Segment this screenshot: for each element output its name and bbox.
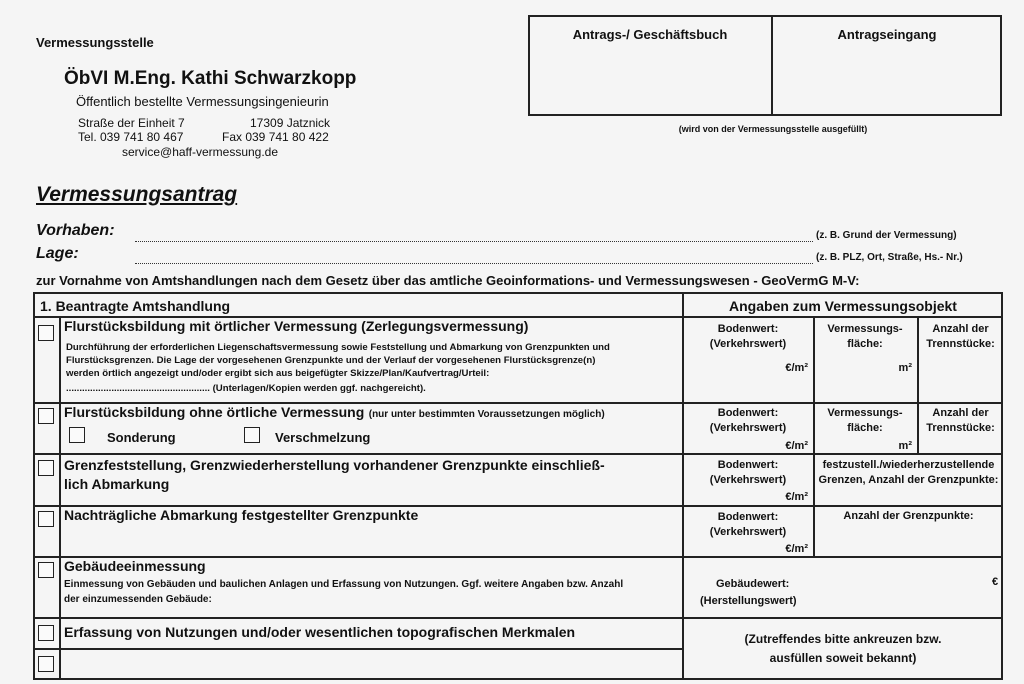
row1-anzahl: Anzahl der Trennstücke: — [926, 323, 995, 350]
row1-description: Durchführung der erforderlichen Liegenschaftsvermessung sowie Feststellung und Abmarkung von Grenzpunkten und Flurstücksgrenzen. Die Lage der vorgesehenen Grenzpunkte und der Verlauf der vorgesehenen Flurstücksgrenze(n) werden örtlich angezeigt und/oder ergibt sich aus beigefügter Skizze/Plan/Kaufvertrag/Urteil: ...................................................... (Unterlagen/Kopien werden ggf. nachgereicht). — [66, 342, 610, 394]
stamp-note: (wird von der Vermessungsstelle ausgefüllt) — [678, 124, 868, 134]
row2-flaeche: Vermessungs- fläche: — [827, 407, 903, 434]
stamp-col-geschaeftsbuch: Antrags-/ Geschäftsbuch — [572, 27, 728, 42]
lage-label: Lage: — [36, 245, 79, 262]
row5-title: Gebäudeeinmessung — [64, 558, 206, 574]
row6-hint: (Zutreffendes bitte ankreuzen bzw. ausfüllen soweit bekannt) — [744, 632, 942, 665]
sender-city: 17309 Jatznick — [250, 116, 331, 130]
checkbox-row-zerlegungsvermessung[interactable] — [38, 325, 54, 341]
row3-unit-eur-m2: €/m² — [785, 491, 808, 503]
stamp-col-antragseingang: Antragseingang — [837, 27, 937, 42]
row1-unit-m2: m² — [898, 362, 912, 374]
checkbox-row-grenzfeststellung[interactable] — [38, 460, 54, 476]
row6-title: Erfassung von Nutzungen und/oder wesentlichen topografischen Merkmalen — [64, 624, 576, 640]
checkbox-verschmelzung[interactable] — [244, 427, 260, 443]
sender-name: ÖbVI M.Eng. Kathi Schwarzkopp — [64, 68, 357, 89]
vorhaben-hint: (z. B. Grund der Vermessung) — [816, 230, 957, 241]
checkbox-row-gebaeudeeinmessung[interactable] — [38, 562, 54, 578]
row3-grenzen: festzustell./wiederherzustellende Grenzen, Anzahl der Grenzpunkte: — [818, 459, 999, 486]
row4-title: Nachträgliche Abmarkung festgestellter Grenzpunkte — [64, 507, 419, 523]
checkbox-row-nachtraegliche-abmarkung[interactable] — [38, 511, 54, 527]
sender-email: service@haff-vermessung.de — [122, 145, 279, 159]
page-title: Vermessungsantrag — [36, 183, 238, 206]
sender-street: Straße der Einheit 7 — [78, 116, 185, 130]
row2-title-line: Flurstücksbildung ohne örtliche Vermessung (nur unter bestimmten Voraussetzungen möglich) — [64, 404, 605, 420]
checkbox-column-divider — [59, 316, 61, 680]
row1-flaeche: Vermessungs- fläche: — [827, 323, 903, 350]
checkbox-row-erfassung-nutzungen[interactable] — [38, 625, 54, 641]
row2-unit-eur-m2: €/m² — [785, 440, 808, 452]
sender-subtitle: Öffentlich bestellte Vermessungsingenieurin — [76, 94, 329, 109]
vorhaben-label: Vorhaben: — [36, 222, 115, 239]
sender-fax: Fax 039 741 80 422 — [222, 130, 329, 144]
sender-office-label: Vermessungsstelle — [36, 35, 154, 50]
table-head-left: 1. Beantragte Amtshandlung — [40, 298, 231, 314]
row5-description: Einmessung von Gebäuden und baulichen Anlagen und Erfassung von Nutzungen. Ggf. weitere Angaben bzw. Anzahl der einzumessenden Gebäude: — [64, 579, 624, 605]
lage-input[interactable] — [135, 263, 813, 264]
lage-hint: (z. B. PLZ, Ort, Straße, Hs.- Nr.) — [816, 252, 963, 263]
checkbox-row-ohne-vermessung[interactable] — [38, 408, 54, 424]
row4-unit-eur-m2: €/m² — [785, 543, 808, 555]
row1-title: Flurstücksbildung mit örtlicher Vermessung (Zerlegungsvermessung) — [64, 318, 529, 334]
row2-bodenwert: Bodenwert: (Verkehrswert) — [709, 407, 787, 434]
row2-anzahl: Anzahl der Trennstücke: — [926, 407, 995, 434]
row5-gebaeudewert: Gebäudewert: (Herstellungswert) — [700, 578, 797, 607]
row4-grenzpunkte: Anzahl der Grenzpunkte: — [843, 510, 974, 522]
row3-title: Grenzfeststellung, Grenzwiederherstellung vorhandener Grenzpunkte einschließ- lich Abmarkung — [64, 457, 605, 492]
vorhaben-input[interactable] — [135, 241, 813, 242]
checkbox-sonderung[interactable] — [69, 427, 85, 443]
sender-tel: Tel. 039 741 80 467 — [78, 130, 184, 144]
row1-bodenwert: Bodenwert: (Verkehrswert) — [709, 323, 787, 350]
row3-bodenwert: Bodenwert: (Verkehrswert) — [709, 459, 787, 486]
sonderung-label: Sonderung — [107, 430, 176, 445]
checkbox-row-extra[interactable] — [38, 656, 54, 672]
intro-text: zur Vornahme von Amtshandlungen nach dem Gesetz über das amtliche Geoinformations- und Vermessungswesen - GeoVermG M-V: — [36, 273, 860, 288]
row4-bodenwert: Bodenwert: (Verkehrswert) — [709, 511, 787, 538]
verschmelzung-label: Verschmelzung — [275, 430, 371, 445]
row5-unit-eur: € — [992, 576, 999, 588]
table-head-right: Angaben zum Vermessungsobjekt — [729, 298, 957, 314]
row2-unit-m2: m² — [898, 440, 912, 452]
row1-unit-eur-m2: €/m² — [785, 362, 808, 374]
